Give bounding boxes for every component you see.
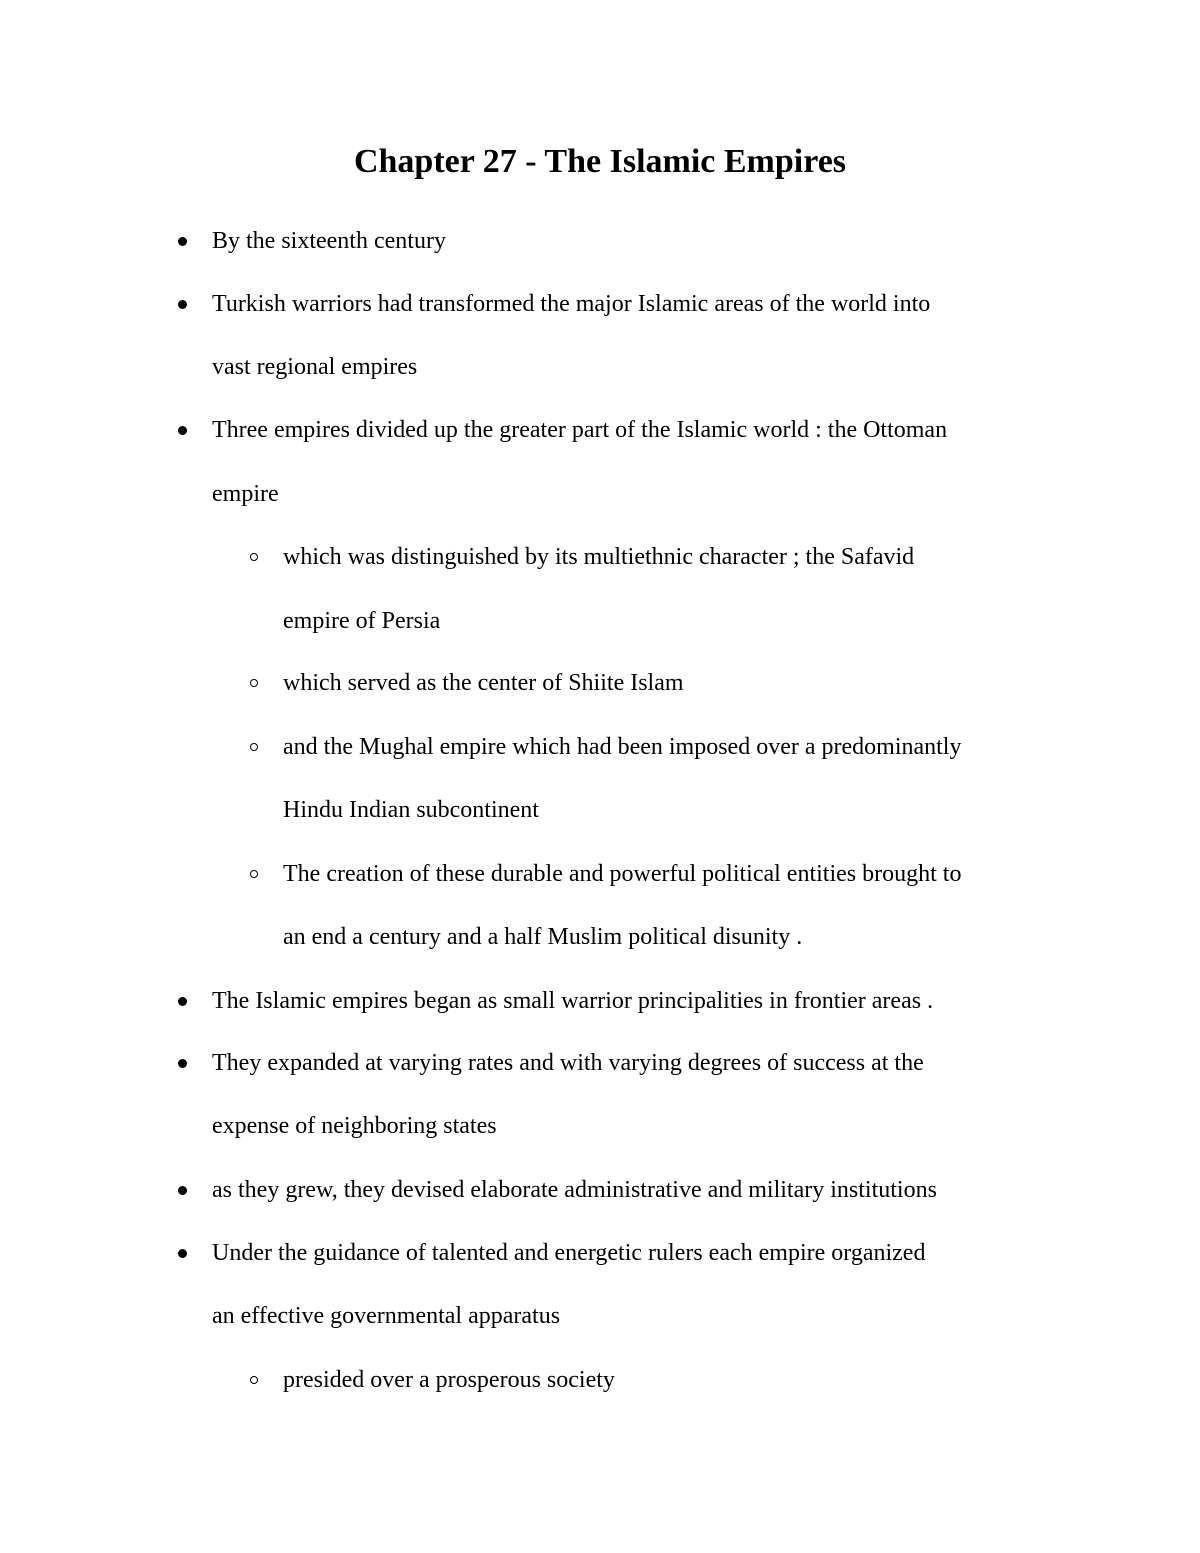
sub-list-item-text-continued: an end a century and a half Muslim political disunity . [283,924,803,950]
list-item-text-continued: an effective governmental apparatus [212,1303,561,1329]
list-item-text: Three empires divided up the greater part of the Islamic world : the Ottoman [212,417,948,443]
hollow-bullet-icon [248,731,262,763]
hollow-bullet-icon [248,541,262,573]
sub-list-item-text: The creation of these durable and powerful political entities brought to [283,861,962,887]
list-item-text-continued: empire [212,481,279,507]
bullet-icon [176,1047,190,1079]
hollow-bullet-icon [248,667,262,699]
list-item-text-continued: expense of neighboring states [212,1113,497,1139]
hollow-bullet-icon [248,858,262,890]
list-item-text: as they grew, they devised elaborate administrative and military institutions [212,1177,937,1203]
bullet-icon [176,414,190,446]
sub-list-item-text: presided over a prosperous society [283,1367,615,1393]
list-item-text: Under the guidance of talented and energetic rulers each empire organized [212,1240,926,1266]
sub-list-item-text-continued: empire of Persia [283,608,441,634]
list-item-text: The Islamic empires began as small warrior principalities in frontier areas . [212,988,934,1014]
page-title: Chapter 27 - The Islamic Empires [353,143,847,180]
list-item-text-continued: vast regional empires [212,354,418,380]
bullet-icon [176,1237,190,1269]
list-item-text: By the sixteenth century [212,228,446,254]
sub-list-item-text: and the Mughal empire which had been imposed over a predominantly [283,734,962,760]
list-item-text: They expanded at varying rates and with varying degrees of success at the [212,1050,924,1076]
bullet-icon [176,985,190,1017]
bullet-icon [176,288,190,320]
bullet-icon [176,1174,190,1206]
sub-list-item-text: which was distinguished by its multiethnic character ; the Safavid [283,544,915,570]
bullet-icon [176,225,190,257]
list-item-text: Turkish warriors had transformed the major Islamic areas of the world into [212,291,931,317]
sub-list-item-text: which served as the center of Shiite Islam [283,670,684,696]
sub-list-item-text-continued: Hindu Indian subcontinent [283,797,539,823]
hollow-bullet-icon [248,1364,262,1396]
